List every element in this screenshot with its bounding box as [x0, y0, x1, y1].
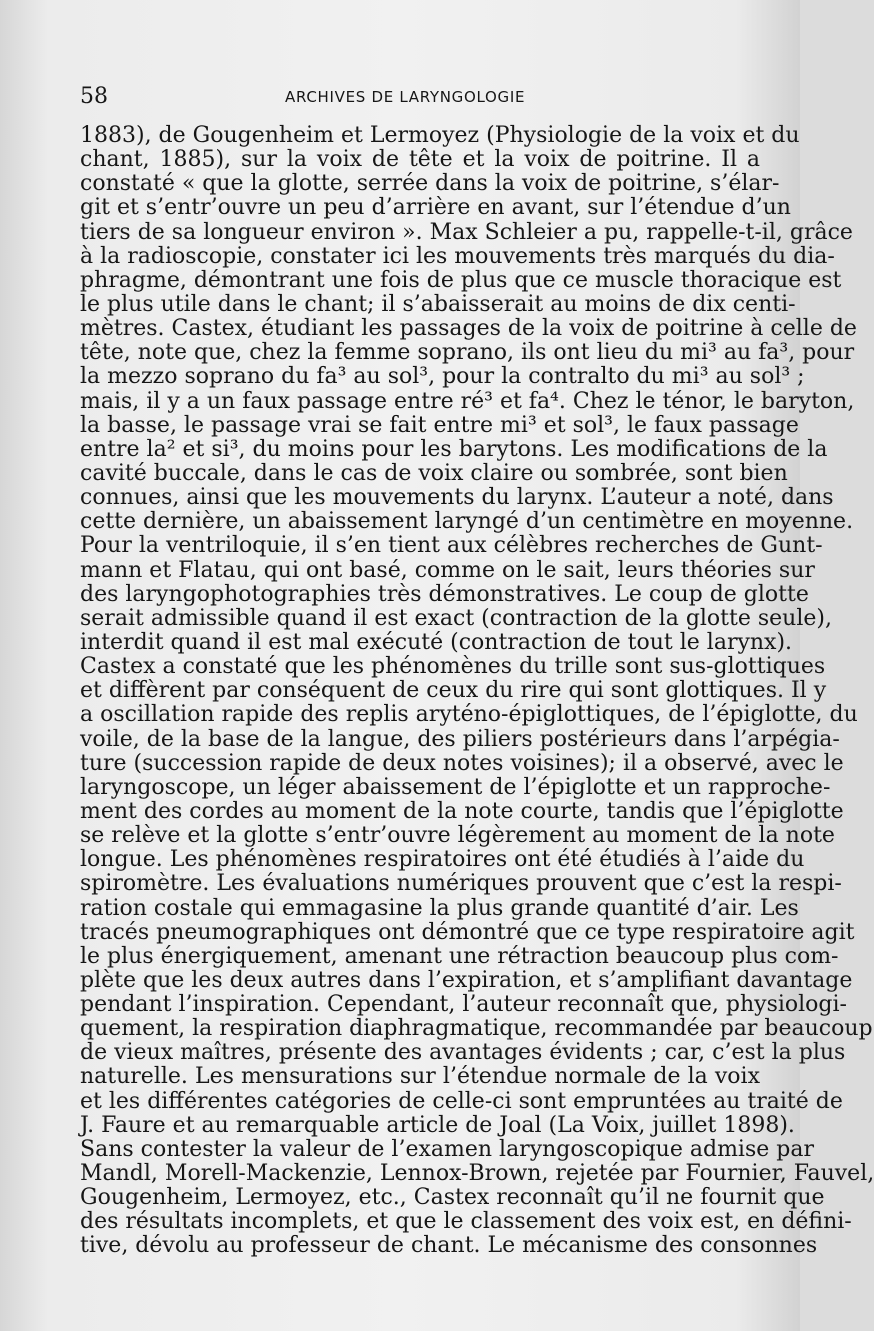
- text-line-36: plète que les deux autres dans l’expiration, et s’amplifiant davantage: [80, 967, 853, 993]
- text-line-31: longue. Les phénomènes respiratoires ont été étudiés à l’aide du: [80, 847, 805, 873]
- text-line-46: des résultats incomplets, et que le classement des voix est, en défini-: [80, 1209, 852, 1235]
- text-line-22: interdit quand il est mal exécuté (contraction de tout le larynx).: [80, 629, 793, 655]
- text-line-7: phragme, démontrant une fois de plus que ce muscle thoracique est: [80, 267, 842, 293]
- text-line-21: serait admissible quand il est exact (contraction de la glotte seule),: [80, 605, 832, 631]
- text-line-5: tiers de sa longueur environ ». Max Schleier a pu, rappelle-t-il, grâce: [80, 219, 853, 245]
- text-line-37: pendant l’inspiration. Cependant, l’auteur reconnaît que, physiologi-: [80, 992, 847, 1018]
- text-line-24: et diffèrent par conséquent de ceux du rire qui sont glottiques. Il y: [80, 678, 827, 704]
- text-line-18: Pour la ventriloquie, il s’en tient aux célèbres recherches de Gunt-: [80, 533, 823, 559]
- text-line-2: chant, 1885), sur la voix de tête et la voix de poitrine. Il a: [80, 147, 760, 173]
- text-line-9: mètres. Castex, étudiant les passages de la voix de poitrine à celle de: [80, 316, 857, 342]
- page-number: 58: [80, 84, 108, 109]
- running-title: ARCHIVES DE LARYNGOLOGIE: [285, 88, 526, 106]
- text-line-30: se relève et la glotte s’entr’ouvre légèrement au moment de la note: [80, 823, 835, 849]
- text-line-41: et les différentes catégories de celle-ci sont empruntées au traité de: [80, 1088, 843, 1114]
- text-line-32: spiromètre. Les évaluations numériques prouvent que c’est la respi-: [80, 871, 842, 897]
- text-line-35: le plus énergiquement, amenant une rétraction beaucoup plus com-: [80, 943, 839, 969]
- text-line-28: laryngoscope, un léger abaissement de l’épiglotte et un rapproche-: [80, 774, 831, 800]
- text-line-40: naturelle. Les mensurations sur l’étendue normale de la voix: [80, 1064, 760, 1090]
- text-line-43: Sans contester la valeur de l’examen laryngoscopique admise par: [80, 1136, 814, 1162]
- text-line-47: tive, dévolu au professeur de chant. Le mécanisme des consonnes: [80, 1233, 818, 1259]
- text-line-23: Castex a constaté que les phénomènes du trille sont sus-glottiques: [80, 654, 826, 680]
- text-line-13: la basse, le passage vrai se fait entre mi³ et sol³, le faux passage: [80, 412, 799, 438]
- text-line-17: cette dernière, un abaissement laryngé d’un centimètre en moyenne.: [80, 509, 854, 535]
- text-line-3: constaté « que la glotte, serrée dans la voix de poitrine, s’élar-: [80, 171, 780, 197]
- text-line-16: connues, ainsi que les mouvements du larynx. L’auteur a noté, dans: [80, 485, 834, 511]
- text-line-29: ment des cordes au moment de la note courte, tandis que l’épiglotte: [80, 798, 844, 824]
- text-line-4: git et s’entr’ouvre un peu d’arrière en avant, sur l’étendue d’un: [80, 195, 791, 221]
- text-line-1: 1883), de Gougenheim et Lermoyez (Physiologie de la voix et du: [80, 123, 800, 148]
- text-line-11: la mezzo soprano du fa³ au sol³, pour la contralto du mi³ au sol³ ;: [80, 364, 805, 390]
- text-line-19: mann et Flatau, qui ont basé, comme on le sait, leurs théories sur: [80, 557, 815, 583]
- text-line-6: à la radioscopie, constater ici les mouvements très marqués du dia-: [80, 243, 835, 269]
- text-line-12: mais, il y a un faux passage entre ré³ et fa⁴. Chez le ténor, le baryton,: [80, 388, 855, 414]
- text-line-45: Gougenheim, Lermoyez, etc., Castex reconnaît qu’il ne fournit que: [80, 1185, 825, 1211]
- text-line-26: voile, de la base de la langue, des piliers postérieurs dans l’arpégia-: [80, 726, 840, 752]
- text-line-20: des laryngophotographies très démonstratives. Le coup de glotte: [80, 581, 809, 607]
- text-line-8: le plus utile dans le chant; il s’abaisserait au moins de dix centi-: [80, 291, 796, 317]
- text-line-34: tracés pneumographiques ont démontré que ce type respiratoire agit: [80, 919, 855, 945]
- text-line-48: [80, 1259, 760, 1283]
- text-line-15: cavité buccale, dans le cas de voix claire ou sombrée, sont bien: [80, 460, 788, 486]
- text-line-10: tête, note que, chez la femme soprano, ils ont lieu du mi³ au fa³, pour: [80, 340, 855, 366]
- text-line-27: ture (succession rapide de deux notes voisines); il a observé, avec le: [80, 750, 844, 776]
- text-line-33: ration costale qui emmagasine la plus grande quantité d’air. Les: [80, 895, 799, 921]
- text-line-39: de vieux maîtres, présente des avantages évidents ; car, c’est la plus: [80, 1040, 846, 1066]
- text-line-42: J. Faure et au remarquable article de Joal (La Voix, juillet 1898).: [80, 1112, 795, 1138]
- text-line-38: quement, la respiration diaphragmatique, recommandée par beaucoup: [80, 1016, 873, 1042]
- page-header: [80, 82, 760, 112]
- body-text: [80, 123, 874, 1283]
- text-line-44: Mandl, Morell-Mackenzie, Lennox-Brown, rejetée par Fournier, Fauvel,: [80, 1161, 874, 1187]
- text-line-25: a oscillation rapide des replis aryténo-épiglottiques, de l’épiglotte, du: [80, 702, 858, 728]
- text-line-14: entre la² et si³, du moins pour les barytons. Les modifications de la: [80, 436, 828, 462]
